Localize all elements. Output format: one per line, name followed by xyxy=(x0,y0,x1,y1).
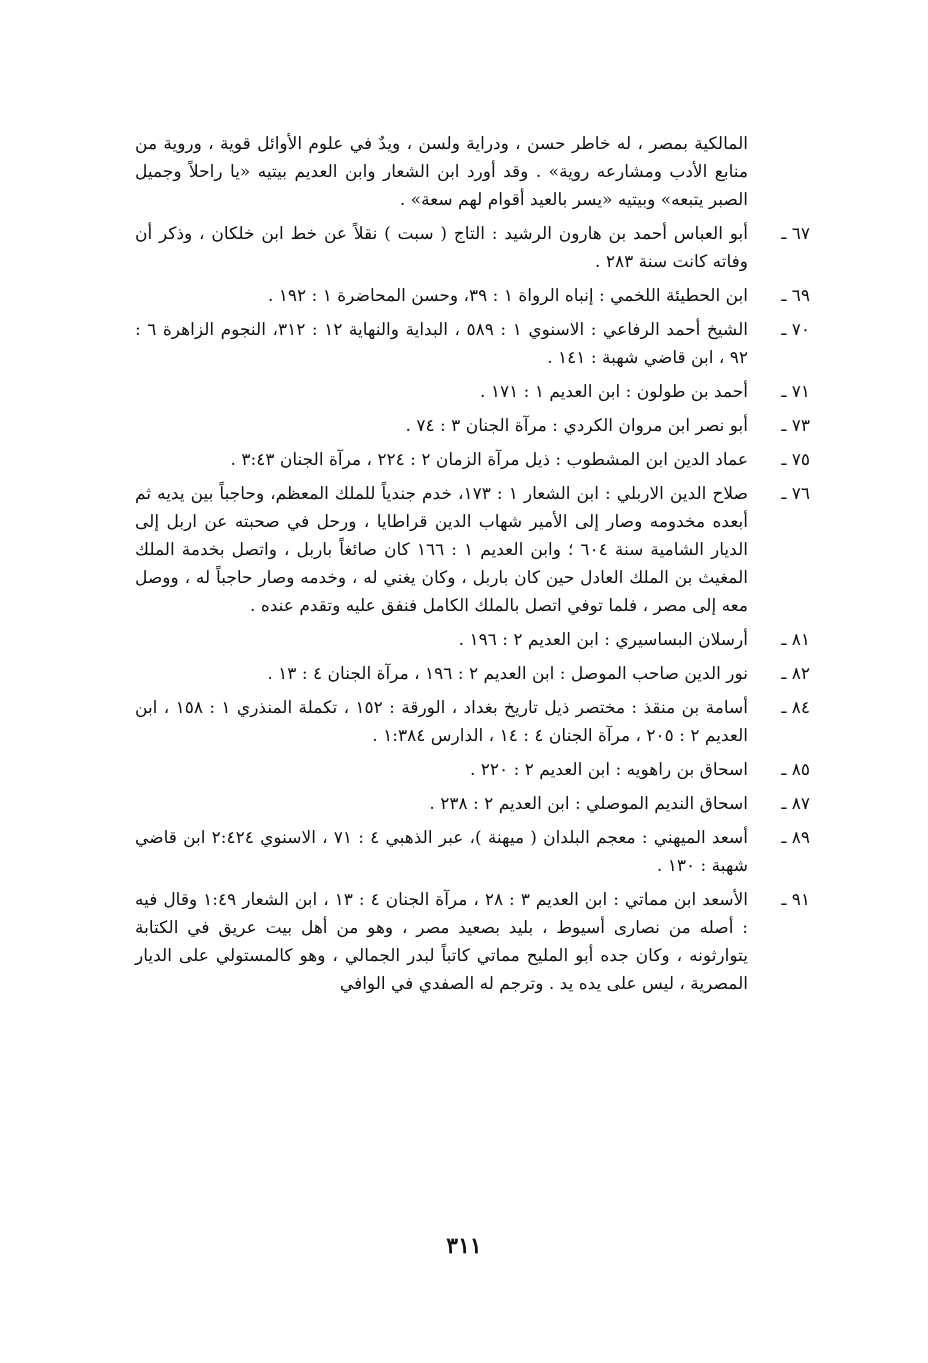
footnote-entry xyxy=(135,480,810,620)
page-number: ٣١١ xyxy=(446,1233,482,1259)
entry-text: أسعد الميهني : معجم البلدان ( ميهنة )، عبر الذهبي ٤ : ٧١ ، الاسنوي ٢:٤٢٤ ابن قاضي شهبة : ١٣٠ . xyxy=(135,828,748,876)
footnote-entry xyxy=(135,824,810,880)
footnote-entry xyxy=(135,446,810,474)
footnote-entry xyxy=(135,756,810,784)
entry-number: ٧٥ ـ xyxy=(781,450,810,470)
entry-number: ٨١ ـ xyxy=(781,630,810,650)
footnote-entry xyxy=(135,316,810,372)
entry-number: ٦٩ ـ xyxy=(781,286,810,306)
entry-number: ٧٦ ـ xyxy=(781,484,810,504)
footnote-entry xyxy=(135,378,810,406)
footnote-entry xyxy=(135,282,810,310)
page-body xyxy=(135,130,810,998)
entry-text: ابن الحطيئة اللخمي : إنباه الرواة ١ : ٣٩، وحسن المحاضرة ١ : ١٩٢ . xyxy=(267,286,748,306)
entry-text: نور الدين صاحب الموصل : ابن العديم ٢ : ١٩٦ ، مرآة الجنان ٤ : ١٣ . xyxy=(267,664,748,684)
entry-number: ٨٩ ـ xyxy=(781,828,810,848)
entry-number: ٦٧ ـ xyxy=(781,224,810,244)
footnote-entry xyxy=(135,660,810,688)
entry-text: اسحاق النديم الموصلي : ابن العديم ٢ : ٢٣٨ . xyxy=(429,794,748,814)
entry-number: ٨٧ ـ xyxy=(781,794,810,814)
entry-text: أبو نصر ابن مروان الكردي : مرآة الجنان ٣ : ٧٤ . xyxy=(405,416,748,436)
entry-number: ٩١ ـ xyxy=(781,890,810,910)
footnote-entry xyxy=(135,412,810,440)
entry-number: ٧٣ ـ xyxy=(781,416,810,436)
entry-text: اسحاق بن راهويه : ابن العديم ٢ : ٢٢٠ . xyxy=(469,760,748,780)
footnote-entry xyxy=(135,694,810,750)
entry-text: أرسلان البساسيري : ابن العديم ٢ : ١٩٦ . xyxy=(458,630,748,650)
footnote-entry xyxy=(135,220,810,276)
entry-text: أبو العباس أحمد بن هارون الرشيد : التاج ( سبت ) نقلاً عن خط ابن خلكان ، وذكر أن وفاته كانت سنة ٢٨٣ . xyxy=(135,224,748,272)
footnote-entry xyxy=(135,626,810,654)
intro-paragraph: المالكية بمصر ، له خاطر حسن ، ودراية ولسن ، ويدٌ في علوم الأوائل قوية ، وروية من منابع الأدب ومشارعه روية» . وقد أورد ابن الشعار وابن العديم بيتيه «يا راحلاً وجميل الصبر يتبعه» وبيتيه «يسر بالعيد أقوام لهم سعة» . xyxy=(135,134,748,210)
entry-text: الأسعد ابن مماتي : ابن العديم ٣ : ٢٨ ، مرآة الجنان ٤ : ١٣ ، ابن الشعار ١:٤٩ وقال فيه : أصله من نصارى أسيوط ، بليد بصعيد مصر ، وهو من أهل بيت عريق في الكتابة يتوارثونه ، وكان جده أبو المليح مماتي كاتباً لبدر الجمالي ، وهو كالمستولي على الديار المصرية ، ليس على يده يد . وترجم له الصفدي في الوافي xyxy=(135,890,748,994)
entry-text: عماد الدين ابن المشطوب : ذيل مرآة الزمان ٢ : ٢٢٤ ، مرآة الجنان ٣:٤٣ . xyxy=(230,450,748,470)
footnote-entry xyxy=(135,886,810,998)
entry-number: ٨٤ ـ xyxy=(781,698,810,718)
entry-number: ٨٢ ـ xyxy=(781,664,810,684)
entry-text: الشيخ أحمد الرفاعي : الاسنوي ١ : ٥٨٩ ، البداية والنهاية ١٢ : ٣١٢، النجوم الزاهرة ٦ : ٩٢ ، ابن قاضي شهبة : ١٤١ . xyxy=(135,320,748,368)
entry-text: صلاح الدين الاربلي : ابن الشعار ١ : ١٧٣، خدم جندياً للملك المعظم، وحاجباً بين يديه ثم أبعده مخدومه وصار إلى الأمير شهاب الدين قراطايا ، ورحل في صحبته عن اربل إلى الديار الشامية سنة ٦٠٤ ؛ وابن العديم ١ : ١٦٦ كان صائغاً باربل ، واتصل بخدمة الملك المغيث بن الملك العادل حين كان باربل ، وكان يغني له ، وخدمه وصار حاجباً له ، ووصل معه إلى مصر ، فلما توفي اتصل بالملك الكامل فنفق عليه وتقدم عنده . xyxy=(135,484,749,616)
entry-number: ٧١ ـ xyxy=(781,382,810,402)
entry-text: أسامة بن منقذ : مختصر ذيل تاريخ بغداد ، الورقة : ١٥٢ ، تكملة المنذري ١ : ١٥٨ ، ابن العديم ٢ : ٢٠٥ ، مرآة الجنان ٤ : ١٤ ، الدارس ١:٣٨٤ . xyxy=(135,698,748,746)
entry-number: ٧٠ ـ xyxy=(781,320,810,340)
entry-text: أحمد بن طولون : ابن العديم ١ : ١٧١ . xyxy=(480,382,748,402)
footnote-entry xyxy=(135,790,810,818)
entry-number: ٨٥ ـ xyxy=(781,760,810,780)
